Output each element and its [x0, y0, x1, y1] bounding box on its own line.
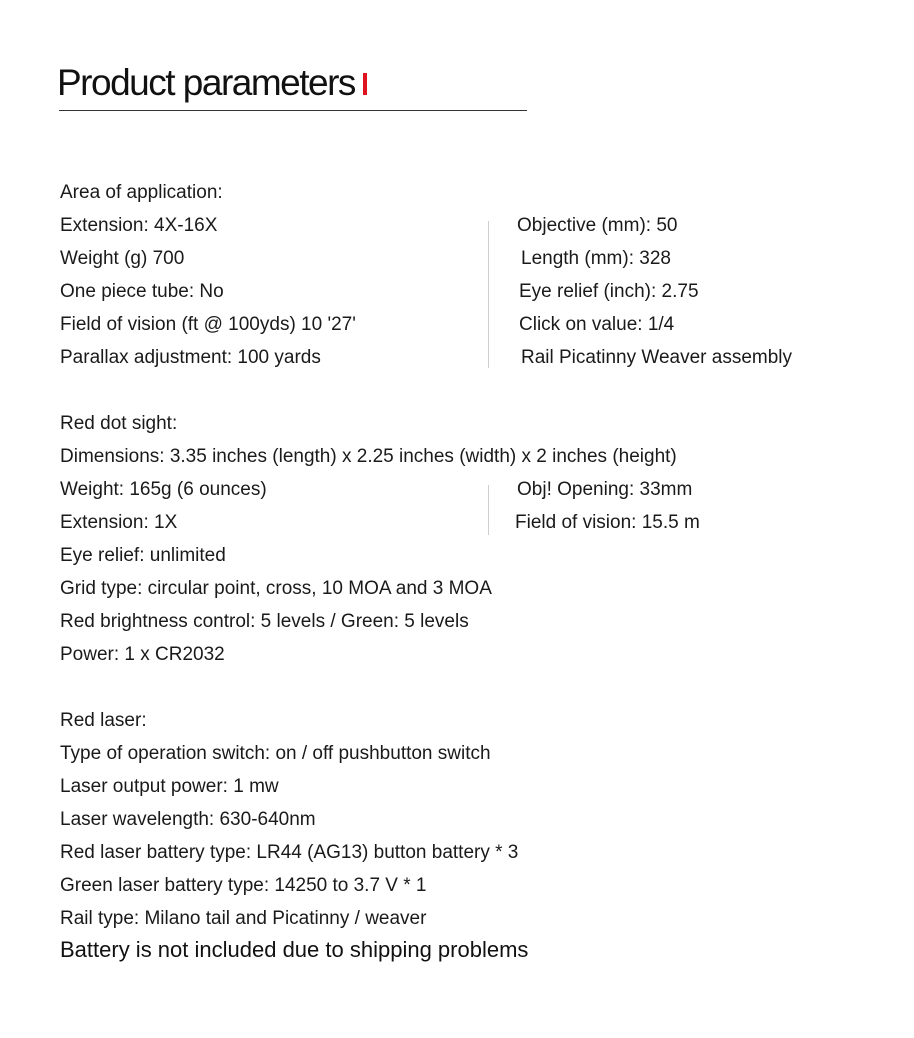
scope-left-item: Field of vision (ft @ 100yds) 10 '27'	[60, 314, 356, 335]
scope-right-item: Click on value: 1/4	[519, 314, 675, 335]
laser-item: Green laser battery type: 14250 to 3.7 V * 1	[60, 875, 427, 896]
scope-left-item: Weight (g) 700	[60, 248, 185, 269]
scope-right-item: Eye relief (inch): 2.75	[519, 281, 699, 302]
red-dot-dimensions: Dimensions: 3.35 inches (length) x 2.25 inches (width) x 2 inches (height)	[60, 446, 677, 467]
red-dot-left-item: Weight: 165g (6 ounces)	[60, 479, 267, 500]
laser-item: Type of operation switch: on / off pushbutton switch	[60, 743, 491, 764]
scope-left-item: Parallax adjustment: 100 yards	[60, 347, 321, 368]
scope-left-item: Extension: 4X-16X	[60, 215, 218, 236]
scope-column-divider	[488, 221, 489, 368]
laser-item: Laser output power: 1 mw	[60, 776, 279, 797]
page-title-text: Product parameters	[57, 62, 355, 103]
title-underline	[59, 110, 527, 111]
scope-left-item: One piece tube: No	[60, 281, 224, 302]
laser-item: Laser wavelength: 630-640nm	[60, 809, 316, 830]
title-accent-mark	[363, 73, 367, 95]
red-dot-item: Eye relief: unlimited	[60, 545, 226, 566]
red-dot-left-item: Extension: 1X	[60, 512, 178, 533]
shipping-notice: Battery is not included due to shipping problems	[60, 937, 529, 962]
scope-heading: Area of application:	[60, 182, 223, 203]
laser-item: Red laser battery type: LR44 (AG13) button battery * 3	[60, 842, 519, 863]
red-dot-item: Power: 1 x CR2032	[60, 644, 225, 665]
red-dot-right-item: Obj! Opening: 33mm	[517, 479, 693, 500]
red-dot-column-divider	[488, 485, 489, 535]
scope-right-item: Length (mm): 328	[521, 248, 671, 269]
red-dot-right-item: Field of vision: 15.5 m	[515, 512, 700, 533]
red-dot-item: Grid type: circular point, cross, 10 MOA and 3 MOA	[60, 578, 492, 599]
page-title	[57, 62, 367, 104]
scope-right-item: Rail Picatinny Weaver assembly	[521, 347, 793, 368]
red-dot-item: Red brightness control: 5 levels / Green: 5 levels	[60, 611, 469, 632]
red-dot-heading: Red dot sight:	[60, 413, 178, 434]
laser-heading: Red laser:	[60, 710, 147, 731]
scope-right-item: Objective (mm): 50	[517, 215, 678, 236]
laser-item: Rail type: Milano tail and Picatinny / weaver	[60, 908, 427, 929]
